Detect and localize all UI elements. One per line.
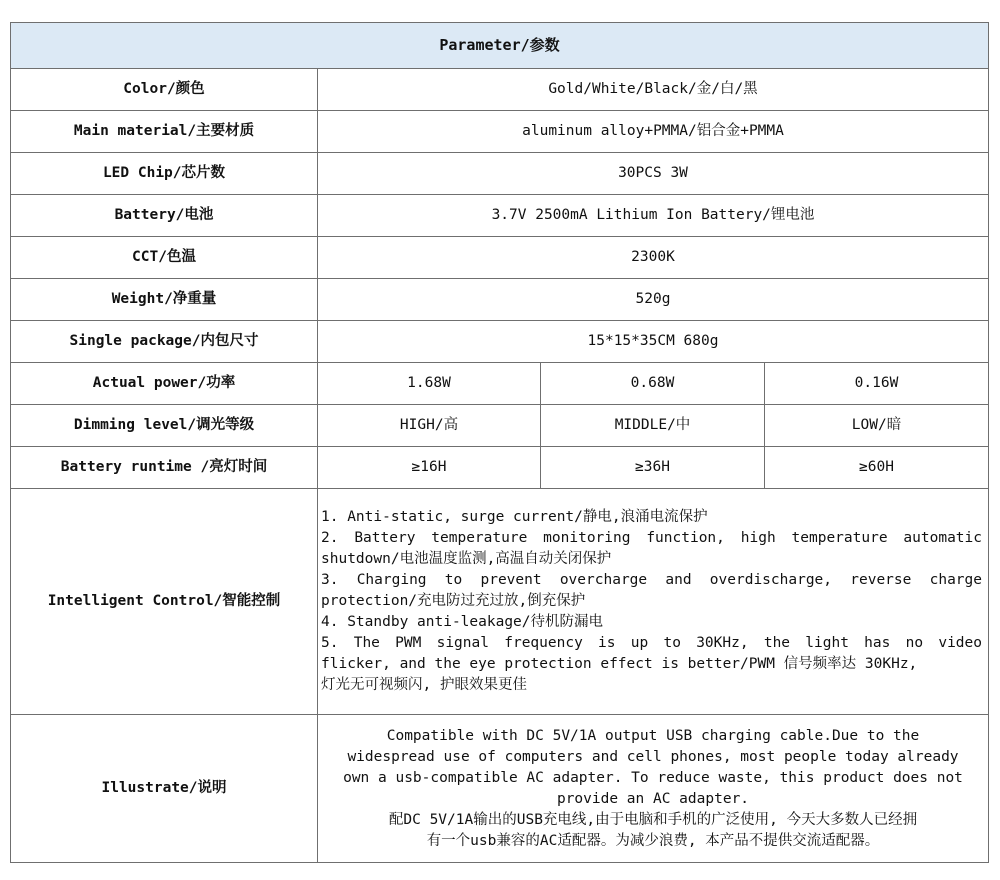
spec-row-color — [11, 69, 989, 111]
paragraph-line: 有一个usb兼容的AC适配器。为减少浪费, 本产品不提供交流适配器。 — [426, 832, 880, 849]
list-item: 3. Charging to prevent overcharge and overdischarge, reverse charge — [321, 572, 982, 588]
spec-value: 520g — [318, 279, 989, 321]
spec-row-weight — [11, 279, 989, 321]
list-item: 灯光无可视频闪, 护眼效果更佳 — [321, 677, 527, 693]
spec-label: Weight/净重量 — [11, 279, 318, 321]
spec-label: Single package/内包尺寸 — [11, 321, 318, 363]
paragraph-line: widespread use of computers and cell phones, most people today already — [347, 748, 959, 765]
mode-value-high: HIGH/高 — [318, 405, 541, 447]
mode-label: Battery runtime /亮灯时间 — [11, 447, 318, 489]
mode-value-middle: 0.68W — [541, 363, 765, 405]
spec-value: Gold/White/Black/金/白/黑 — [318, 69, 989, 111]
spec-label: Color/颜色 — [11, 69, 318, 111]
parameter-table — [10, 22, 989, 863]
illustrate-label: Illustrate/说明 — [11, 715, 318, 863]
list-item: 2. Battery temperature monitoring function, high temperature automatic — [321, 530, 982, 546]
list-item: 5. The PWM signal frequency is up to 30KHz, the light has no video — [321, 635, 982, 651]
paragraph-line: 配DC 5V/1A输出的USB充电线,由于电脑和手机的广泛使用, 今天大多数人已经拥 — [388, 811, 918, 828]
spec-row-package — [11, 321, 989, 363]
spec-value: 3.7V 2500mA Lithium Ion Battery/锂电池 — [318, 195, 989, 237]
spec-value: 30PCS 3W — [318, 153, 989, 195]
mode-value-high: 1.68W — [318, 363, 541, 405]
header-row — [11, 23, 989, 69]
spec-label: Main material/主要材质 — [11, 111, 318, 153]
mode-row-power — [11, 363, 989, 405]
illustrate-text — [318, 715, 989, 863]
paragraph-line: Compatible with DC 5V/1A output USB charging cable.Due to the — [386, 727, 920, 744]
spec-row-material — [11, 111, 989, 153]
intelligent-control-row — [11, 489, 989, 715]
list-item: shutdown/电池温度监测,高温自动关闭保护 — [321, 551, 612, 567]
spec-row-cct — [11, 237, 989, 279]
spec-label: LED Chip/芯片数 — [11, 153, 318, 195]
list-item: protection/充电防过充过放,倒充保护 — [321, 593, 586, 609]
intelligent-control-label: Intelligent Control/智能控制 — [11, 489, 318, 715]
parameter-sheet — [10, 22, 988, 858]
mode-value-low: LOW/暗 — [765, 405, 989, 447]
list-item: 1. Anti-static, surge current/静电,浪涌电流保护 — [321, 509, 708, 525]
spec-value: 15*15*35CM 680g — [318, 321, 989, 363]
spec-label: Battery/电池 — [11, 195, 318, 237]
mode-value-low: ≥60H — [765, 447, 989, 489]
intelligent-control-list — [318, 489, 989, 715]
mode-value-middle: ≥36H — [541, 447, 765, 489]
spec-value: aluminum alloy+PMMA/铝合金+PMMA — [318, 111, 989, 153]
mode-row-dimming — [11, 405, 989, 447]
mode-label: Actual power/功率 — [11, 363, 318, 405]
mode-label: Dimming level/调光等级 — [11, 405, 318, 447]
table-header: Parameter/参数 — [11, 23, 989, 69]
paragraph-line: provide an AC adapter. — [556, 790, 750, 807]
mode-value-middle: MIDDLE/中 — [541, 405, 765, 447]
spec-row-battery — [11, 195, 989, 237]
mode-row-runtime — [11, 447, 989, 489]
mode-value-high: ≥16H — [318, 447, 541, 489]
spec-row-led-chip — [11, 153, 989, 195]
list-item: flicker, and the eye protection effect is better/PWM 信号频率达 30KHz, — [321, 656, 918, 672]
list-item: 4. Standby anti-leakage/待机防漏电 — [321, 614, 604, 630]
mode-value-low: 0.16W — [765, 363, 989, 405]
paragraph-line: own a usb-compatible AC adapter. To reduce waste, this product does not — [343, 769, 963, 786]
spec-label: CCT/色温 — [11, 237, 318, 279]
spec-value: 2300K — [318, 237, 989, 279]
illustrate-row — [11, 715, 989, 863]
